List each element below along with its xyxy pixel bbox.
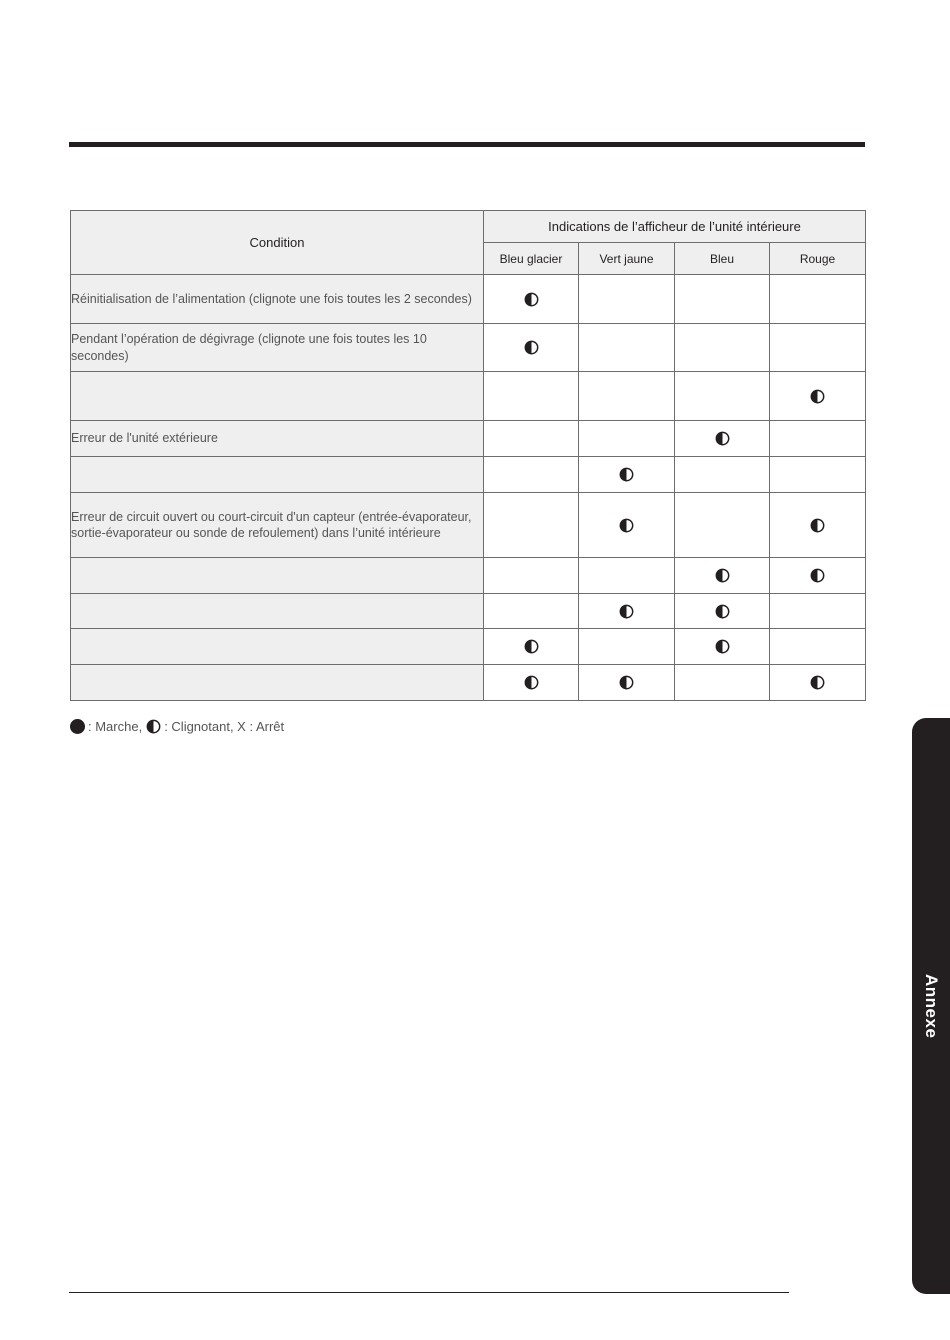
half-circle-icon bbox=[810, 518, 825, 533]
condition-header: Condition bbox=[71, 211, 484, 275]
legend-blink-label: : Clignotant, X : Arrêt bbox=[164, 718, 285, 734]
bottom-rule bbox=[69, 1292, 789, 1293]
indicator-cell bbox=[579, 324, 675, 372]
indicator-cell bbox=[675, 558, 770, 594]
half-circle-icon bbox=[810, 389, 825, 404]
table-row bbox=[71, 665, 866, 701]
indicator-cell bbox=[484, 493, 579, 558]
indicator-cell bbox=[579, 629, 675, 665]
half-circle-icon bbox=[524, 292, 539, 307]
condition-cell: Erreur de l'unité extérieure bbox=[71, 421, 484, 457]
indicator-cell bbox=[579, 421, 675, 457]
table-row bbox=[71, 457, 866, 493]
column-header-yellow-green: Vert jaune bbox=[579, 243, 675, 275]
indicator-cell bbox=[770, 558, 866, 594]
indicator-cell bbox=[579, 594, 675, 629]
table-row bbox=[71, 275, 866, 324]
table-row bbox=[71, 493, 866, 558]
display-indications-header: Indications de l’afficheur de l’unité intérieure bbox=[484, 211, 866, 243]
condition-cell bbox=[71, 629, 484, 665]
legend-on-label: : Marche, bbox=[88, 718, 143, 734]
indicator-cell bbox=[675, 493, 770, 558]
table-row bbox=[71, 629, 866, 665]
half-circle-icon bbox=[619, 518, 634, 533]
top-rule bbox=[69, 142, 865, 147]
column-header-blue: Bleu bbox=[675, 243, 770, 275]
indicator-cell bbox=[675, 629, 770, 665]
indicator-cell bbox=[675, 324, 770, 372]
half-circle-icon bbox=[619, 467, 634, 482]
condition-cell: Erreur de circuit ouvert ou court-circuit d'un capteur (entrée-évaporateur, sortie-évaporateur ou sonde de refoulement) dans l’unité intérieure bbox=[71, 493, 484, 558]
indicator-cell bbox=[770, 324, 866, 372]
indicator-cell bbox=[770, 457, 866, 493]
table-row bbox=[71, 421, 866, 457]
condition-cell bbox=[71, 594, 484, 629]
half-circle-icon bbox=[715, 568, 730, 583]
indicator-cell bbox=[675, 275, 770, 324]
indicator-cell bbox=[484, 665, 579, 701]
indicator-cell bbox=[770, 594, 866, 629]
indicator-cell bbox=[770, 665, 866, 701]
indicator-cell bbox=[770, 275, 866, 324]
half-circle-icon bbox=[810, 568, 825, 583]
indicator-cell bbox=[579, 275, 675, 324]
half-circle-icon bbox=[715, 431, 730, 446]
legend bbox=[70, 716, 284, 736]
column-header-ice-blue: Bleu glacier bbox=[484, 243, 579, 275]
indicator-cell bbox=[579, 493, 675, 558]
condition-cell: Pendant l’opération de dégivrage (clignote une fois toutes les 10 secondes) bbox=[71, 324, 484, 372]
condition-cell bbox=[71, 372, 484, 421]
indicator-cell bbox=[484, 558, 579, 594]
indicator-cell bbox=[484, 421, 579, 457]
indicator-cell bbox=[484, 275, 579, 324]
indicator-cell bbox=[484, 372, 579, 421]
column-header-red: Rouge bbox=[770, 243, 866, 275]
indicator-cell bbox=[579, 558, 675, 594]
indicator-cell bbox=[675, 665, 770, 701]
table-row bbox=[71, 558, 866, 594]
half-circle-icon bbox=[619, 675, 634, 690]
side-tab-label: Annexe bbox=[922, 973, 941, 1039]
half-circle-icon bbox=[715, 639, 730, 654]
condition-cell: Réinitialisation de l’alimentation (clignote une fois toutes les 2 secondes) bbox=[71, 275, 484, 324]
indicator-cell bbox=[579, 457, 675, 493]
indicator-cell bbox=[484, 457, 579, 493]
indicator-cell bbox=[770, 629, 866, 665]
table-row bbox=[71, 324, 866, 372]
condition-cell bbox=[71, 665, 484, 701]
indicator-cell bbox=[675, 372, 770, 421]
half-circle-icon bbox=[524, 675, 539, 690]
condition-cell bbox=[71, 457, 484, 493]
indicator-cell bbox=[770, 372, 866, 421]
condition-cell bbox=[71, 558, 484, 594]
indicator-cell bbox=[579, 372, 675, 421]
half-circle-icon bbox=[524, 639, 539, 654]
half-circle-icon bbox=[146, 719, 161, 734]
indicator-cell bbox=[675, 421, 770, 457]
led-indication-table bbox=[70, 210, 866, 701]
table-row bbox=[71, 372, 866, 421]
half-circle-icon bbox=[619, 604, 634, 619]
indicator-cell bbox=[484, 594, 579, 629]
half-circle-icon bbox=[715, 604, 730, 619]
indicator-cell bbox=[484, 629, 579, 665]
indicator-cell bbox=[675, 457, 770, 493]
filled-circle-icon bbox=[70, 719, 85, 734]
indicator-cell bbox=[770, 421, 866, 457]
indicator-cell bbox=[770, 493, 866, 558]
indicator-cell bbox=[579, 665, 675, 701]
half-circle-icon bbox=[524, 340, 539, 355]
side-tab bbox=[912, 718, 950, 1294]
half-circle-icon bbox=[810, 675, 825, 690]
indicator-cell bbox=[675, 594, 770, 629]
table-row bbox=[71, 594, 866, 629]
indicator-cell bbox=[484, 324, 579, 372]
